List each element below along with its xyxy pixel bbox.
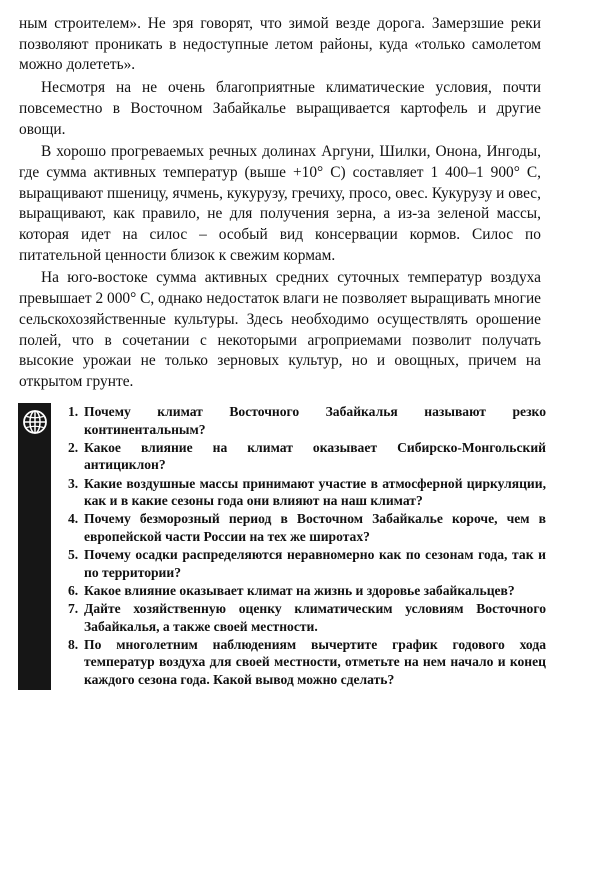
question-item xyxy=(68,475,546,510)
question-item xyxy=(68,582,546,600)
questions-side-bar xyxy=(18,403,51,690)
question-item xyxy=(68,546,546,581)
question-item xyxy=(68,439,546,474)
question-list xyxy=(68,403,546,689)
question-number: 4. xyxy=(68,511,79,527)
globe-icon xyxy=(22,409,48,435)
question-text: Какие воздушные массы принимают участие в атмосферной циркуляции, как и в какие сезоны года они влияют на наш климат? xyxy=(84,475,546,509)
paragraph-continuation: ным строителем». Не зря говорят, что зимой везде дорога. Замерзшие реки позволяют проникать в недоступные летом районы, куда «только самолетом можно долететь». xyxy=(19,15,541,74)
question-number: 8. xyxy=(68,636,79,652)
paragraph-river-valleys: В хорошо прогреваемых речных долинах Аргуни, Шилки, Онона, Ингоды, где сумма активных температур (выше +10° С) составляет 1 400–1 900° С, выращивают пшеницу, ячмень, кукурузу, гречиху, просо, овес. Кукурузу и овес, выращивают, как правило, не для получения зерна, а из-за зеленой массы, которая идет на силос – особый вид консервации кормов. Силос по питательной ценности близок к свежим кормам. xyxy=(19,143,541,264)
question-item xyxy=(68,510,546,545)
review-questions xyxy=(18,403,546,693)
question-text: Почему безморозный период в Восточном Забайкалье короче, чем в европейской части России на тех же широтах? xyxy=(84,511,546,544)
question-item xyxy=(68,600,546,635)
question-number: 2. xyxy=(68,439,79,455)
body-text xyxy=(19,14,541,395)
question-number: 7. xyxy=(68,601,79,617)
question-item xyxy=(68,403,546,438)
question-number: 3. xyxy=(68,475,79,491)
question-number: 6. xyxy=(68,582,79,598)
question-text: Какое влияние на климат оказывает Сибирско-Монгольский антициклон? xyxy=(84,439,546,473)
question-text: Дайте хозяйственную оценку климатическим условиям Восточного Забайкалья, а также своей местности. xyxy=(84,601,546,634)
question-text: Почему осадки распределяются неравномерно как по сезонам года, так и по территории? xyxy=(84,547,546,580)
question-item xyxy=(68,636,546,689)
question-text: Какое влияние оказывает климат на жизнь и здоровье забайкальцев? xyxy=(84,582,515,598)
question-text: Почему климат Восточного Забайкалья называют резко континентальным? xyxy=(84,404,546,437)
paragraph-south-east: На юго-востоке сумма активных средних суточных температур воздуха превышает 2 000° С, однако недостаток влаги не позволяет выращивать многие сельскохозяйственные культуры. Здесь необходимо осуществлять орошение полей, что в сочетании с некоторыми агроприемами позволит получать высокие урожаи не только зерновых культур, но и овощных, причем на открытом грунте. xyxy=(19,269,542,390)
question-text: По многолетним наблюдениям вычертите график годового хода температур воздуха для своей местности, отметьте на нем начало и конец каждого сезона года. Какой вывод можно сделать? xyxy=(84,636,546,688)
question-number: 1. xyxy=(68,404,79,419)
paragraph-potatoes: Несмотря на не очень благоприятные климатические условия, почти повсеместно в Восточном Забайкалье выращивается картофель и другие овощи. xyxy=(19,79,541,138)
question-number: 5. xyxy=(68,547,79,563)
